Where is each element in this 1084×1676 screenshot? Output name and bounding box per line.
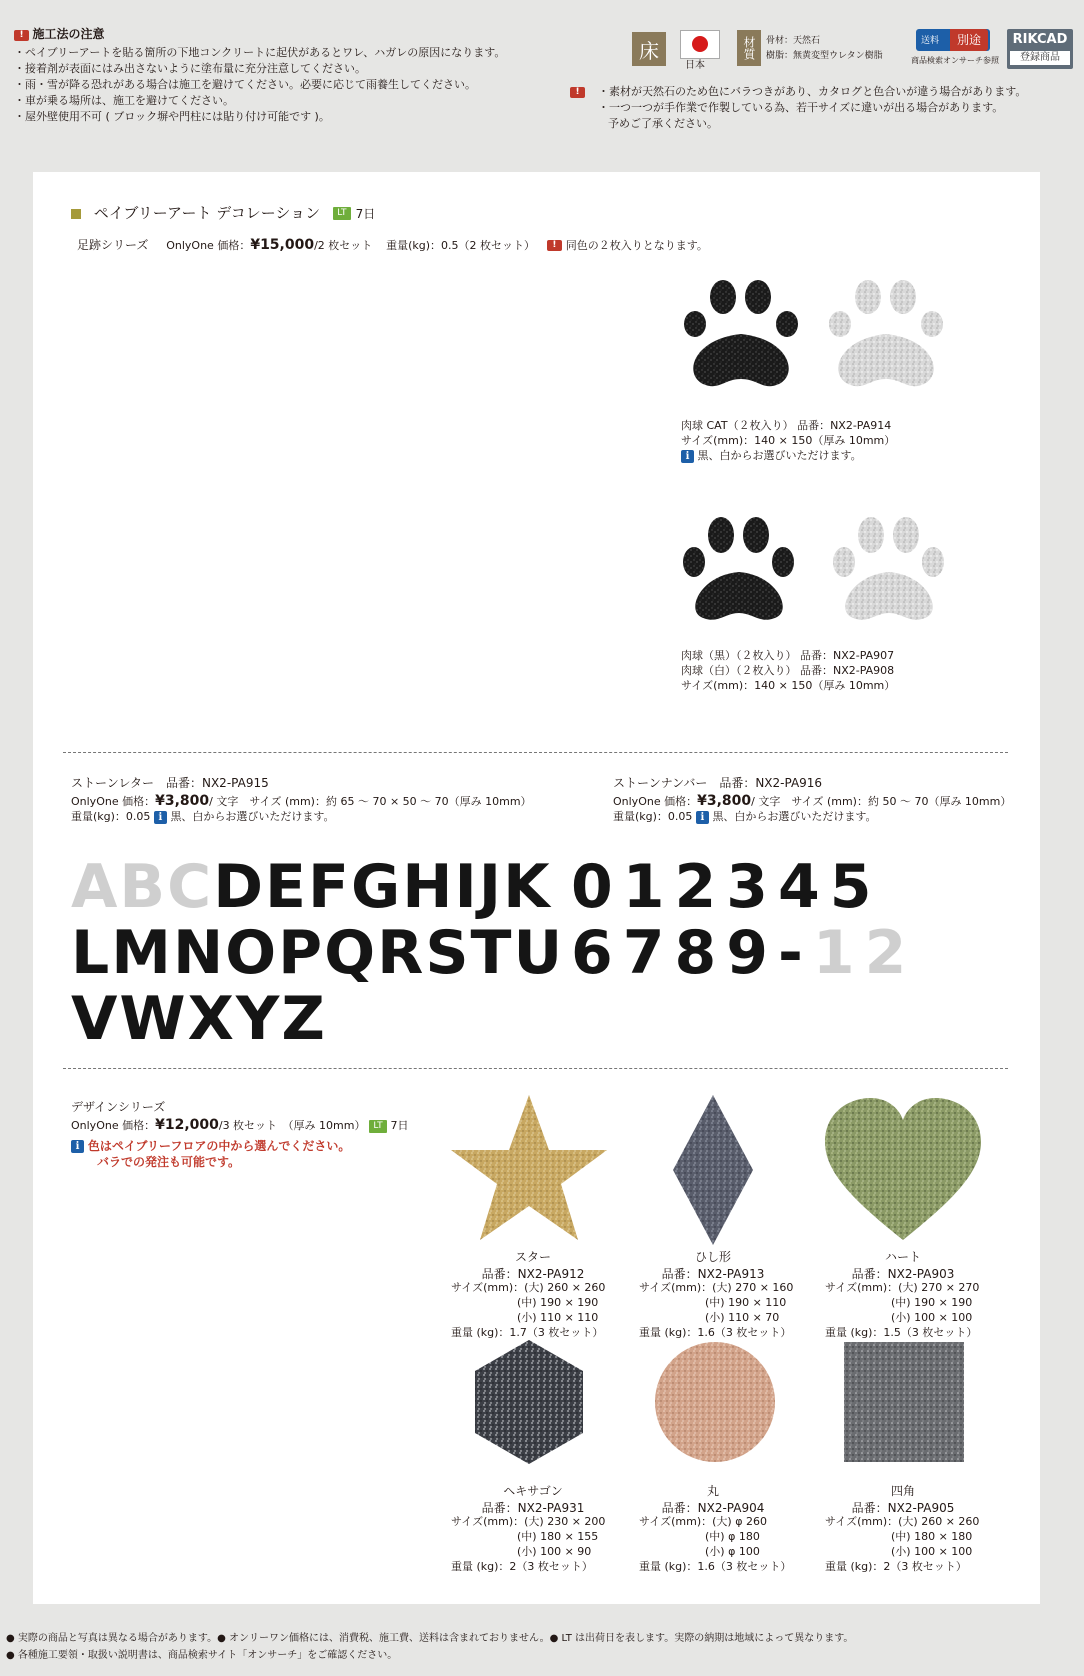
design-item-circle bbox=[633, 1482, 793, 1516]
note-item: ・接着剤が表面にはみ出さないように塗布量に充分注意してください。 bbox=[14, 62, 366, 75]
design-series-info: デザインシリーズ OnlyOne 価格：¥12,000/3 枚セット （厚み 10mm） LT 7日 i 色はペイブリーフロアの中から選んでください。 バラでの発注も可能です。 bbox=[71, 1100, 409, 1169]
item-code: 品番：NX2-PA931 bbox=[481, 1501, 585, 1515]
stone-numbers-sample: 012345 6789-12 bbox=[571, 852, 917, 988]
stone-number-price: ¥3,800 bbox=[697, 793, 752, 809]
material-notes bbox=[570, 84, 1026, 132]
stone-number-title: ストーンナンバー 品番：NX2-PA916 bbox=[613, 776, 823, 790]
paw-image bbox=[681, 517, 971, 637]
diamond-shape bbox=[673, 1095, 753, 1245]
stone-letter-price: ¥3,800 bbox=[155, 793, 210, 809]
note-item: ・車が乗る場所は、施工を避けてください。 bbox=[14, 94, 234, 107]
item-code: 品番：NX2-PA905 bbox=[851, 1501, 955, 1515]
warning-icon: ! bbox=[570, 87, 585, 98]
design-item-heart bbox=[823, 1248, 983, 1282]
construction-notes bbox=[14, 26, 505, 125]
design-price: ¥12,000 bbox=[155, 1117, 219, 1133]
heart-shape bbox=[825, 1098, 981, 1240]
section-header bbox=[71, 202, 375, 223]
footer-notes bbox=[6, 1630, 853, 1664]
floor-icon: 床 bbox=[632, 32, 666, 66]
cat-paw-name: 肉球 CAT（２枚入り） 品番：NX2-PA914 bbox=[681, 419, 892, 432]
info-icon: i bbox=[154, 811, 167, 824]
footprint-series-line: 足跡シリーズ OnlyOne 価格：¥15,000/2 枚セット 重量(kg)：0.5（2 枚セット） ! 同色の２枚入りとなります。 bbox=[77, 237, 708, 253]
origin-label: 日本 bbox=[685, 60, 705, 71]
lt-icon: LT bbox=[369, 1120, 387, 1133]
design-item-star bbox=[453, 1248, 613, 1282]
design-item-hexagon bbox=[453, 1482, 613, 1516]
note-item: ・ペイブリーアートを貼る箇所の下地コンクリートに起伏があるとワレ、ハガレの原因になります。 bbox=[14, 46, 506, 59]
note-item: ・素材が天然石のため色にバラつきがあり、カタログと色合いが違う場合があります。 bbox=[598, 85, 1027, 98]
lt-icon: LT bbox=[333, 207, 351, 220]
info-icon: i bbox=[681, 450, 694, 463]
note-item: ・一つ一つが手作業で作製している為、若干サイズに違いが出る場合があります。 bbox=[598, 101, 1004, 114]
warning-icon: ! bbox=[14, 30, 29, 41]
note-item: ・屋外壁使用不可 ( ブロック塀や門柱には貼り付け可能です )。 bbox=[14, 110, 330, 123]
note-item: 予めご了承ください。 bbox=[608, 117, 718, 130]
note-item: ・雨・雪が降る恐れがある場合は施工を避けてください。必要に応じて雨養生してください。 bbox=[14, 78, 476, 91]
material-info: 骨材：天然石 樹脂：無黄変型ウレタン樹脂 bbox=[766, 36, 883, 61]
stone-number-info: ストーンナンバー 品番：NX2-PA916 OnlyOne 価格：¥3,800/ 文字 サイズ (mm)：約 50 ～ 70（厚み 10mm） 重量(kg)：0.05 i 黒、白からお選びいただけます。 bbox=[613, 776, 1012, 823]
hexagon-shape bbox=[475, 1340, 583, 1464]
info-icon: i bbox=[71, 1140, 84, 1153]
square-shape bbox=[844, 1342, 964, 1462]
item-name: ひし形 bbox=[694, 1250, 731, 1264]
stone-letter-info: ストーンレター 品番：NX2-PA915 OnlyOne 価格：¥3,800/ 文字 サイズ (mm)：約 65 ～ 70 × 50 ～ 70（厚み 10mm） 重量(kg)：0.05 i 黒、白からお選びいただけます。 bbox=[71, 776, 532, 823]
item-spec: サイズ(mm)：(大) 230 × 200 (中) 180 × 155 (小) 100 × 90 重量 (kg)：2（3 枚セット） bbox=[451, 1515, 606, 1573]
item-spec: サイズ(mm)：(大) φ 260 (中) φ 180 (小) φ 100 重量 (kg)：1.6（3 枚セット） bbox=[639, 1515, 792, 1573]
item-name: 丸 bbox=[706, 1484, 719, 1498]
info-icon: i bbox=[696, 811, 709, 824]
item-spec: サイズ(mm)：(大) 260 × 260 (中) 190 × 190 (小) 110 × 110 重量 (kg)：1.7（3 枚セット） bbox=[451, 1281, 606, 1339]
divider bbox=[63, 752, 1008, 753]
design-series-title: デザインシリーズ bbox=[71, 1100, 166, 1114]
lead-time: 7日 bbox=[355, 207, 376, 221]
shipping-badge: 送料 別途 bbox=[916, 29, 990, 51]
divider bbox=[63, 1068, 1008, 1069]
cat-paw-caption: 肉球 CAT（２枚入り） 品番：NX2-PA914 サイズ(mm)：140 × 150（厚み 10mm） i 黒、白からお選びいただけます。 bbox=[681, 419, 896, 462]
paw-black bbox=[683, 517, 794, 620]
item-code: 品番：NX2-PA913 bbox=[661, 1267, 765, 1281]
item-code: 品番：NX2-PA904 bbox=[661, 1501, 765, 1515]
star-shape bbox=[451, 1095, 607, 1240]
japan-flag-icon bbox=[680, 30, 720, 59]
footer-line: ● 実際の商品と写真は異なる場合があります。● オンリーワン価格には、消費税、施工費、送料は含まれておりません。● LT は出荷日を表します。実際の納期は地域によって異なります。 bbox=[6, 1633, 854, 1644]
item-name: スター bbox=[514, 1250, 551, 1264]
paw-caption: 肉球（黒）（２枚入り） 品番：NX2-PA907 肉球（白）（２枚入り） 品番：NX2-PA908 サイズ(mm)：140 × 150（厚み 10mm） bbox=[681, 649, 896, 692]
item-spec: サイズ(mm)：(大) 270 × 270 (中) 190 × 190 (小) 100 × 100 重量 (kg)：1.5（3 枚セット） bbox=[825, 1281, 980, 1339]
warning-icon: ! bbox=[547, 240, 562, 251]
cat-paw-size: サイズ(mm)：140 × 150（厚み 10mm） bbox=[681, 434, 896, 447]
cat-paw-black bbox=[684, 280, 798, 386]
cat-paw-white bbox=[829, 280, 943, 386]
stone-letter-title: ストーンレター 品番：NX2-PA915 bbox=[71, 776, 269, 790]
item-spec: サイズ(mm)：(大) 260 × 260 (中) 180 × 180 (小) 100 × 100 重量 (kg)：2（3 枚セット） bbox=[825, 1515, 980, 1573]
footprint-price: ¥15,000 bbox=[250, 237, 315, 253]
design-item-diamond bbox=[633, 1248, 793, 1282]
shipping-sub: 商品検索オンサーチ参照 bbox=[911, 56, 999, 65]
design-item-square bbox=[823, 1482, 983, 1516]
item-name: 四角 bbox=[890, 1484, 915, 1498]
item-spec: サイズ(mm)：(大) 270 × 160 (中) 190 × 110 (小) 110 × 70 重量 (kg)：1.6（3 枚セット） bbox=[639, 1281, 794, 1339]
product-panel bbox=[33, 172, 1040, 1604]
cat-paw-image bbox=[683, 279, 973, 409]
material-icon: 材質 bbox=[737, 30, 761, 66]
item-code: 品番：NX2-PA912 bbox=[481, 1267, 585, 1281]
item-code: 品番：NX2-PA903 bbox=[851, 1267, 955, 1281]
item-name: ヘキサゴン bbox=[503, 1484, 563, 1498]
notes-title: 施工法の注意 bbox=[32, 27, 105, 41]
section-square-icon bbox=[71, 209, 81, 219]
footer-line: ● 各種施工要領・取扱い説明書は、商品検索サイト「オンサーチ」をご確認ください。 bbox=[6, 1650, 398, 1661]
item-name: ハート bbox=[884, 1250, 921, 1264]
rikcad-badge: RIKCAD 登録商品 bbox=[1007, 29, 1073, 69]
paw-white bbox=[833, 517, 944, 620]
stone-letters-sample: ABCDEFGHIJK LMNOPQRSTU VWXYZ bbox=[71, 852, 565, 1054]
section-title: ペイブリーアート デコレーション bbox=[93, 204, 321, 222]
circle-shape bbox=[655, 1342, 775, 1462]
